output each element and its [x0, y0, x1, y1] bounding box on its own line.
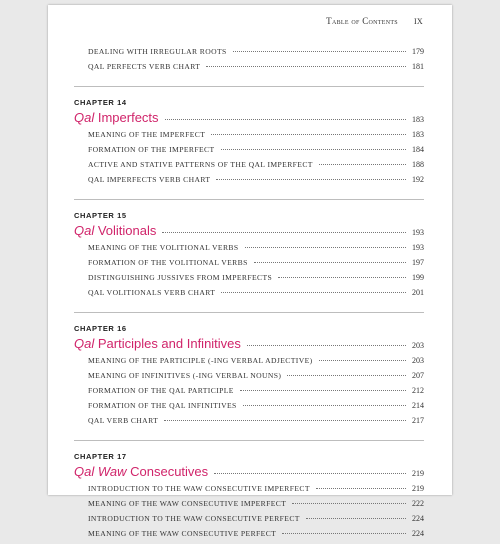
toc-entry-page: 219	[412, 484, 424, 493]
toc-entry-page: 181	[412, 62, 424, 71]
toc-entry-label: MEANING OF THE VOLITIONAL VERBS	[88, 243, 239, 252]
toc-entry-page: 203	[412, 356, 424, 365]
toc-entry-page: 179	[412, 47, 424, 56]
chapter-title-row	[74, 464, 424, 483]
toc-entry-label: FORMATION OF THE QAL PARTICIPLE	[88, 386, 234, 395]
toc-entry-label: QAL VERB CHART	[88, 416, 159, 425]
toc-entry-label: INTRODUCTION TO THE WAW CONSECUTIVE PERFECT	[88, 514, 300, 523]
toc-entry-label: DISTINGUISHING JUSSIVES FROM IMPERFECTS	[88, 273, 273, 282]
toc-content	[74, 47, 424, 544]
running-head-title: Table of Contents	[326, 16, 398, 26]
chapter-title	[74, 110, 159, 125]
chapter-title-rest: Consecutives	[126, 464, 209, 479]
toc-entry-label: MEANING OF THE WAW CONSECUTIVE IMPERFECT	[88, 499, 287, 508]
dot-leader	[164, 420, 406, 421]
toc-entry-page: 224	[412, 514, 424, 523]
chapter-label: CHAPTER 14	[74, 98, 127, 107]
dot-leader	[287, 375, 406, 376]
section-divider	[74, 86, 424, 87]
toc-entry-label: QAL VOLITIONALS VERB CHART	[88, 288, 216, 297]
toc-entry-page: 207	[412, 371, 424, 380]
chapter-label: CHAPTER 15	[74, 211, 127, 220]
dot-leader	[254, 262, 406, 263]
toc-entry	[74, 47, 424, 62]
toc-entry-label: DEALING WITH IRREGULAR ROOTS	[88, 47, 227, 56]
toc-entry-page: 199	[412, 273, 424, 282]
dot-leader	[316, 488, 406, 489]
toc-entry-page: 214	[412, 401, 424, 410]
chapter-page: 193	[412, 228, 424, 237]
chapter-title	[74, 464, 208, 479]
toc-entry	[74, 484, 424, 499]
dot-leader	[243, 405, 406, 406]
toc-entry-label: FORMATION OF THE VOLITIONAL VERBS	[88, 258, 248, 267]
toc-entry	[74, 529, 424, 544]
dot-leader	[240, 390, 406, 391]
section-divider	[74, 312, 424, 313]
toc-entry	[74, 416, 424, 431]
toc-entry-page: 188	[412, 160, 424, 169]
toc-entry	[74, 175, 424, 190]
toc-entry	[74, 514, 424, 529]
toc-entry	[74, 160, 424, 175]
dot-leader	[221, 149, 406, 150]
toc-entry-page: 222	[412, 499, 424, 508]
document-page	[48, 5, 452, 538]
dot-leader	[319, 164, 406, 165]
toc-entry	[74, 273, 424, 288]
toc-entry-page: 192	[412, 175, 424, 184]
toc-entry-page: 183	[412, 130, 424, 139]
toc-entry-page: 201	[412, 288, 424, 297]
chapter-title-italic: Qal	[74, 110, 95, 125]
dot-leader	[165, 119, 406, 120]
dot-leader	[245, 247, 407, 248]
toc-entry-page: 212	[412, 386, 424, 395]
toc-entry-label: ACTIVE AND STATIVE PATTERNS OF THE QAL IMPERFECT	[88, 160, 313, 169]
dot-leader	[214, 473, 406, 474]
dot-leader	[247, 345, 406, 346]
toc-entry-label: FORMATION OF THE QAL INFINITIVES	[88, 401, 237, 410]
dot-leader	[162, 232, 406, 233]
toc-entry-label: MEANING OF THE WAW CONSECUTIVE PERFECT	[88, 529, 277, 538]
toc-entry	[74, 386, 424, 401]
running-head	[326, 15, 423, 27]
toc-entry-page: 197	[412, 258, 424, 267]
toc-entry	[74, 371, 424, 386]
page-number: ix	[413, 15, 423, 27]
toc-entry-label: MEANING OF THE IMPERFECT	[88, 130, 206, 139]
toc-entry	[74, 130, 424, 145]
toc-entry	[74, 243, 424, 258]
chapter-page: 219	[412, 469, 424, 478]
toc-entry-page: 224	[412, 529, 424, 538]
toc-entry-label: INTRODUCTION TO THE WAW CONSECUTIVE IMPERFECT	[88, 484, 310, 493]
toc-entry-page: 184	[412, 145, 424, 154]
chapter-title-row	[74, 223, 424, 242]
chapter-title-rest: Volitionals	[94, 223, 157, 238]
toc-entry	[74, 356, 424, 371]
toc-entry-page: 193	[412, 243, 424, 252]
chapter-title	[74, 223, 156, 238]
chapter-title-row	[74, 336, 424, 355]
toc-entry	[74, 62, 424, 77]
toc-entry-label: QAL IMPERFECTS VERB CHART	[88, 175, 211, 184]
toc-entry	[74, 145, 424, 160]
dot-leader	[206, 66, 406, 67]
chapter-title-rest: Imperfects	[94, 110, 159, 125]
dot-leader	[216, 179, 406, 180]
dot-leader	[282, 533, 406, 534]
toc-entry-label: FORMATION OF THE IMPERFECT	[88, 145, 215, 154]
chapter-title	[74, 336, 241, 351]
chapter-title-rest: Participles and Infinitives	[94, 336, 241, 351]
toc-entry-label: MEANING OF THE PARTICIPLE (-ING VERBAL ADJECTIVE)	[88, 356, 313, 365]
dot-leader	[278, 277, 406, 278]
toc-entry-label: MEANING OF INFINITIVES (-ING VERBAL NOUNS)	[88, 371, 282, 380]
chapter-title-italic: Qal	[74, 223, 95, 238]
chapter-page: 183	[412, 115, 424, 124]
toc-entry	[74, 258, 424, 273]
toc-entry-page: 217	[412, 416, 424, 425]
toc-entry	[74, 288, 424, 303]
dot-leader	[292, 503, 406, 504]
dot-leader	[221, 292, 406, 293]
toc-entry	[74, 499, 424, 514]
chapter-title-italic: Qal	[74, 336, 95, 351]
dot-leader	[211, 134, 406, 135]
toc-entry-label: QAL PERFECTS VERB CHART	[88, 62, 201, 71]
section-divider	[74, 440, 424, 441]
chapter-page: 203	[412, 341, 424, 350]
dot-leader	[319, 360, 406, 361]
dot-leader	[233, 51, 406, 52]
chapter-title-row	[74, 110, 424, 129]
chapter-label: CHAPTER 17	[74, 452, 127, 461]
toc-entry	[74, 401, 424, 416]
chapter-title-italic: Qal Waw	[74, 464, 127, 479]
dot-leader	[306, 518, 406, 519]
chapter-label: CHAPTER 16	[74, 324, 127, 333]
section-divider	[74, 199, 424, 200]
